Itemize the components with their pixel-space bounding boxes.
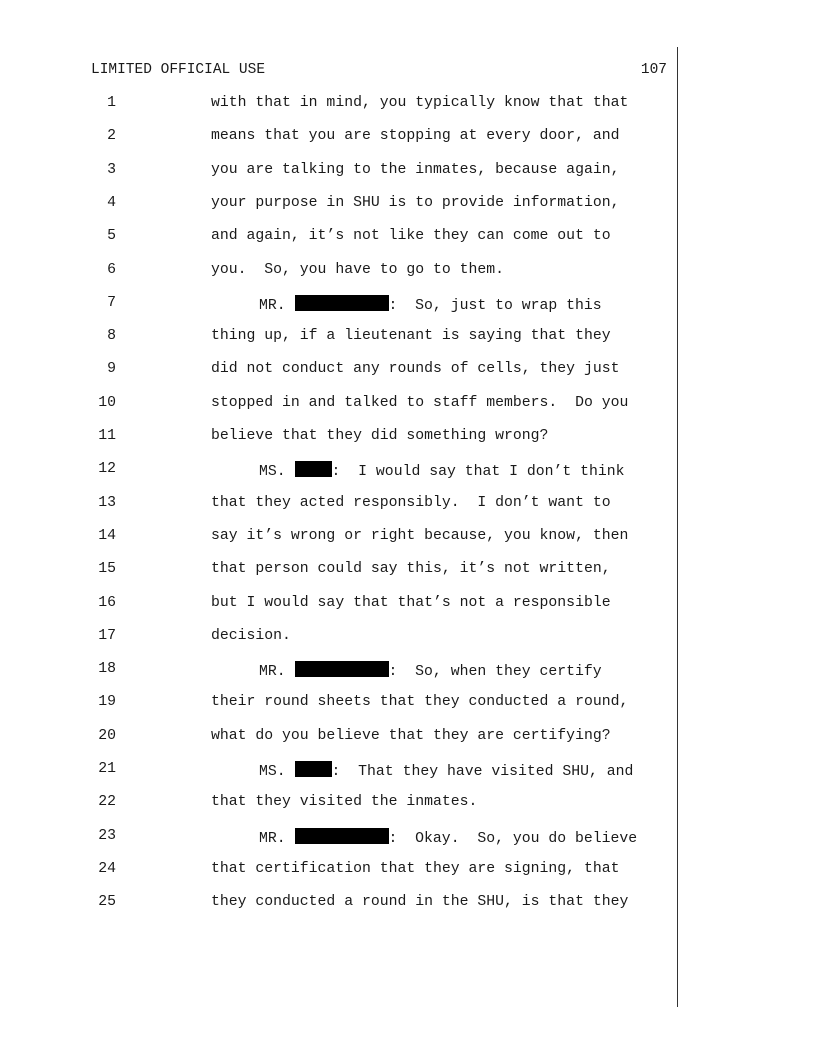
transcript-line [0,295,680,317]
redaction-block [295,661,389,677]
speaker-title: MR. [259,830,286,847]
line-number: 24 [98,860,116,877]
transcript-line [0,861,680,883]
line-text: that they visited the inmates. [211,794,478,811]
line-text: believe that they did something wrong? [211,428,549,444]
speaker-title: MR. [259,664,286,681]
line-number: 14 [98,527,116,544]
speaker-title: MR. [259,297,286,314]
transcript-line [0,528,680,550]
line-text: that they acted responsibly. I don’t want to [211,494,611,511]
transcript-line [0,595,680,617]
speech-text: : So, just to wrap this [388,297,602,314]
line-number: 20 [98,727,116,744]
line-number: 4 [107,194,116,211]
line-number: 17 [98,627,116,644]
line-text [259,828,637,847]
line-number: 9 [107,361,116,378]
transcript-line [0,195,680,217]
line-number: 23 [98,827,116,844]
line-text: did not conduct any rounds of cells, they just [211,361,620,378]
page-header [91,62,667,80]
line-text: your purpose in SHU is to provide information, [211,194,620,211]
transcript-line [0,361,680,383]
line-text: decision. [211,627,291,644]
transcript-line [0,328,680,350]
line-text: that certification that they are signing, that [211,860,620,877]
line-text: what do you believe that they are certifying? [211,727,611,744]
transcript-line [0,761,680,783]
line-number: 21 [98,761,116,777]
line-number: 11 [98,428,116,444]
line-number: 18 [98,661,116,678]
line-number: 10 [98,394,116,411]
transcript-line [0,162,680,184]
transcript-line [0,894,680,916]
transcript-line [0,262,680,284]
page-number: 107 [640,62,667,78]
line-text: say it’s wrong or right because, you know, then [211,527,629,544]
redaction-block [295,828,389,844]
transcript-line [0,828,680,850]
line-number: 22 [98,794,116,811]
line-number: 12 [98,461,116,478]
transcript-line [0,794,680,816]
speech-text: : So, when they certify [388,664,602,681]
speech-text: : Okay. So, you do believe [388,830,638,847]
line-text: means that you are stopping at every door, and [211,128,620,145]
line-number: 3 [107,161,116,178]
speaker-title: MS. [259,464,286,481]
transcript-line [0,561,680,583]
line-text: stopped in and talked to staff members. Do you [211,394,629,411]
line-text: thing up, if a lieutenant is saying that they [211,328,611,345]
line-text [259,761,633,780]
transcript-line [0,228,680,250]
line-text [259,461,625,480]
line-number: 2 [107,128,116,145]
line-number: 1 [107,95,116,111]
speaker-title: MS. [259,764,286,780]
line-text: you. So, you have to go to them. [211,261,505,278]
line-text: you are talking to the inmates, because again, [211,161,620,178]
line-text: with that in mind, you typically know that that [211,95,629,111]
transcript-line [0,661,680,683]
redaction-block [295,461,332,477]
line-number: 25 [98,894,116,911]
line-number: 15 [98,561,116,578]
speech-text: : I would say that I don’t think [331,464,625,481]
line-text: their round sheets that they conducted a round, [211,694,629,711]
transcript-line [0,461,680,483]
line-number: 7 [107,294,116,311]
line-number: 6 [107,261,116,278]
line-number: 16 [98,594,116,611]
line-text [259,295,602,314]
line-number: 13 [98,494,116,511]
line-text [259,661,602,680]
line-text: but I would say that that’s not a responsible [211,594,611,611]
line-number: 19 [98,694,116,711]
transcript-line [0,428,680,450]
transcript-line [0,128,680,150]
transcript-line [0,628,680,650]
transcript-line [0,728,680,750]
transcript-line [0,694,680,716]
transcript-line [0,95,680,117]
line-number: 8 [107,328,116,345]
line-text: and again, it’s not like they can come out to [211,228,611,245]
transcript-line [0,495,680,517]
line-text: that person could say this, it’s not written, [211,561,611,578]
line-text: they conducted a round in the SHU, is that they [211,894,629,911]
speech-text: : That they have visited SHU, and [331,764,634,780]
classification-label: LIMITED OFFICIAL USE [91,62,266,78]
transcript-line [0,395,680,417]
redaction-block [295,761,332,777]
redaction-block [295,295,389,311]
line-number: 5 [107,228,116,245]
